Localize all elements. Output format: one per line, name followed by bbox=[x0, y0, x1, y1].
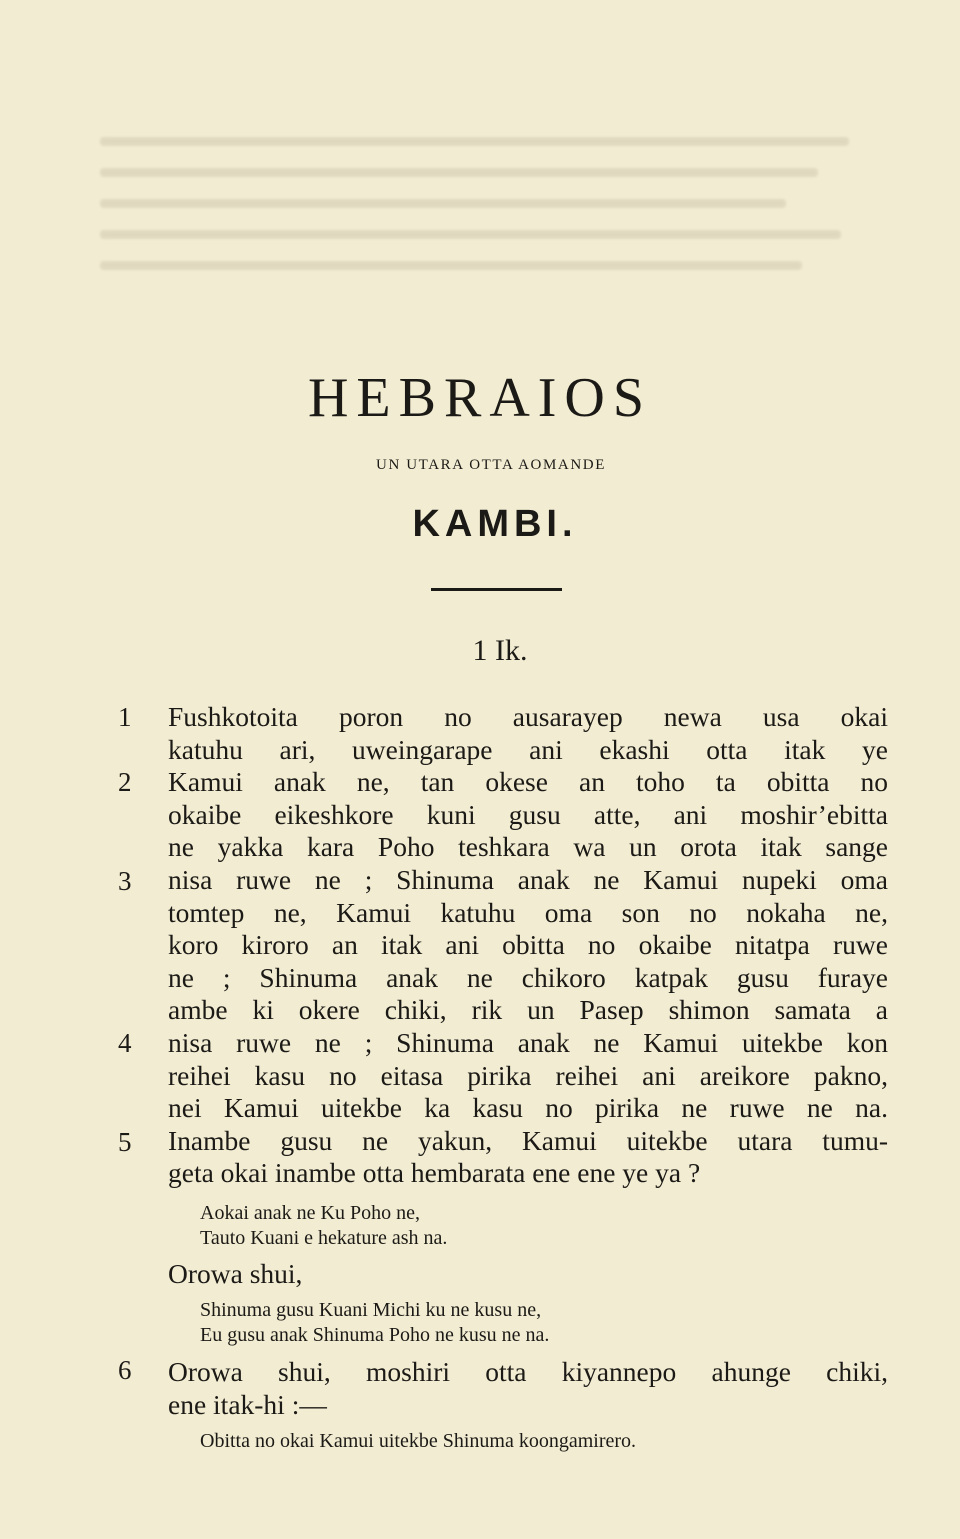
text-line: geta okai inambe otta hembarata ene ene ye ya ? bbox=[168, 1157, 701, 1189]
verse-number: 5 bbox=[118, 1127, 132, 1157]
text-line: Kamui anak ne, tan okese an toho ta obitta no bbox=[168, 766, 888, 798]
text-line: Orowa shui, moshiri otta kiyannepo ahunge chiki, bbox=[168, 1356, 888, 1387]
quote-line: Aokai anak ne Ku Poho ne, bbox=[200, 1202, 420, 1224]
quote-line: Shinuma gusu Kuani Michi ku ne kusu ne, bbox=[200, 1299, 542, 1321]
text-line: nisa ruwe ne ; Shinuma anak ne Kamui nupeki oma bbox=[168, 863, 888, 895]
book-heading: KAMBI. bbox=[412, 503, 578, 545]
verse-number: 6 bbox=[118, 1355, 132, 1385]
text-line: nei Kamui uitekbe ka kasu no pirika ne ruwe ne na. bbox=[168, 1092, 888, 1124]
quote-line: Eu gusu anak Shinuma Poho ne kusu ne na. bbox=[200, 1323, 550, 1346]
bleed-through-text bbox=[100, 115, 880, 345]
subtitle: UN UTARA OTTA AOMANDE bbox=[376, 457, 606, 473]
text-line: ambe ki okere chiki, rik un Pasep shimon samata a bbox=[168, 994, 888, 1026]
divider-rule bbox=[431, 588, 562, 591]
text-line: ne ; Shinuma anak ne chikoro katpak gusu furaye bbox=[168, 961, 888, 993]
quotation-3: Obitta no okai Kamui uitekbe Shinuma koongamirero. bbox=[200, 1430, 637, 1452]
text-line: ne yakka kara Poho teshkara wa un orota itak sange bbox=[168, 831, 888, 863]
quotation-1 bbox=[200, 1201, 447, 1250]
verse-number: 1 bbox=[118, 702, 132, 732]
text-line: reihei kasu no eitasa pirika reihei ani areikore pakno, bbox=[168, 1059, 888, 1091]
text-line: koro kiroro an itak ani obitta no okaibe nitatpa ruwe bbox=[168, 929, 888, 961]
text-line: katuhu ari, uweingarape ani ekashi otta itak ye bbox=[168, 733, 888, 765]
text-line: ene itak-hi :— bbox=[168, 1388, 327, 1420]
verse-number: 4 bbox=[118, 1028, 132, 1058]
text-line: nisa ruwe ne ; Shinuma anak ne Kamui uitekbe kon bbox=[168, 1026, 888, 1058]
verse-number: 3 bbox=[118, 866, 132, 896]
text-line: okaibe eikeshkore kuni gusu atte, ani moshir’ebitta bbox=[168, 798, 888, 830]
page-title: HEBRAIOS bbox=[307, 367, 653, 429]
paragraph-verse-6 bbox=[168, 1356, 888, 1421]
main-paragraph bbox=[168, 701, 888, 1190]
quote-line: Tauto Kuani e hekature ash na. bbox=[200, 1226, 448, 1249]
orowa-line: Orowa shui, bbox=[168, 1258, 303, 1289]
quotation-2 bbox=[200, 1298, 549, 1347]
text-line: tomtep ne, Kamui katuhu oma son no nokaha ne, bbox=[168, 896, 888, 928]
verse-number: 2 bbox=[118, 767, 132, 797]
text-line: Inambe gusu ne yakun, Kamui uitekbe utara tumu- bbox=[168, 1124, 888, 1156]
text-line: Fushkotoita poron no ausarayep newa usa okai bbox=[168, 701, 888, 732]
chapter-heading: 1 Ik. bbox=[472, 634, 528, 667]
